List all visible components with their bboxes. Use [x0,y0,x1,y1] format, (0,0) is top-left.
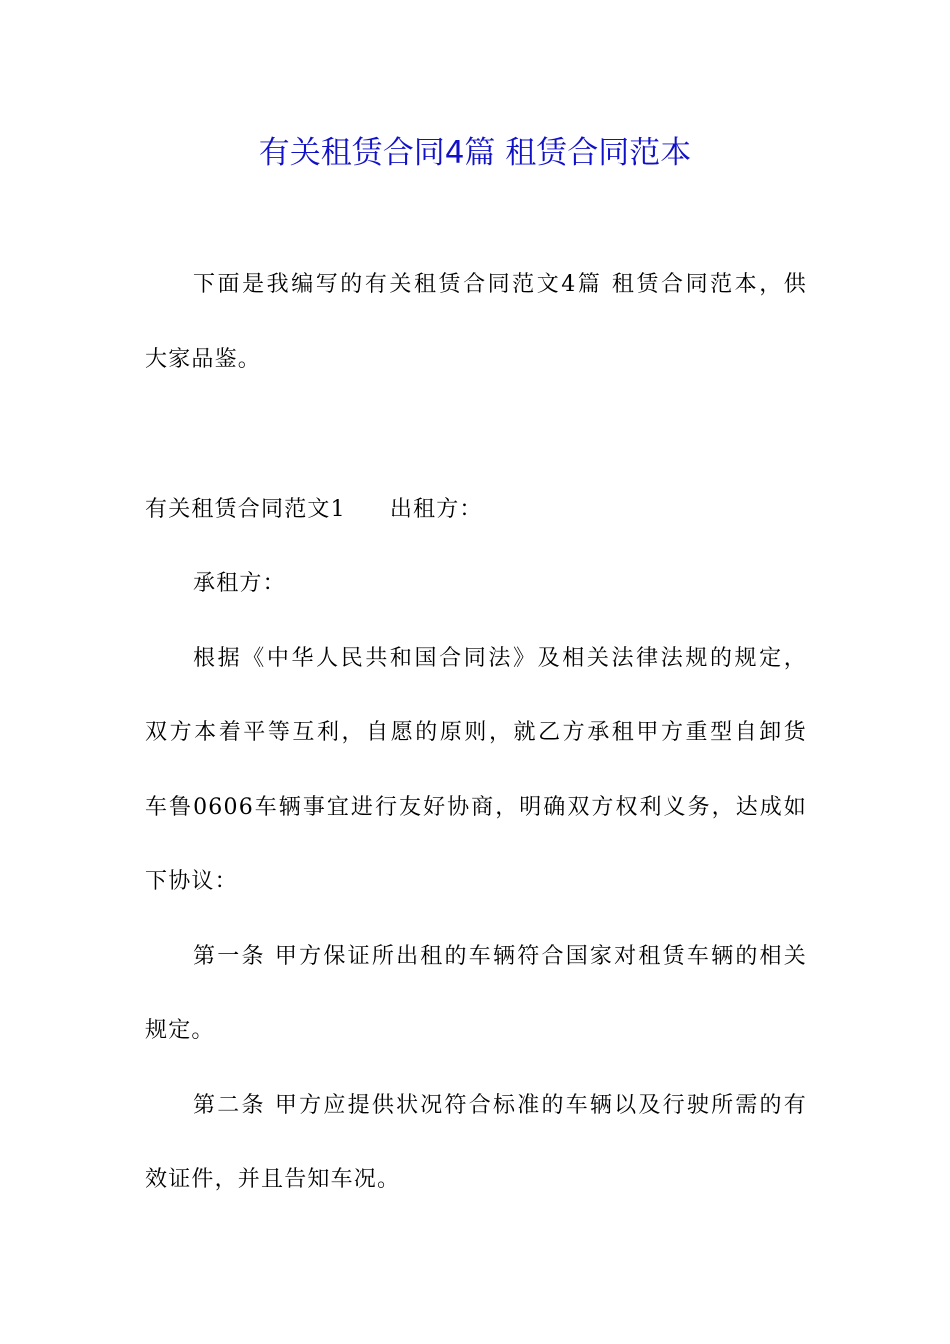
section-heading: 有关租赁合同范文1 [145,497,346,522]
article1-line-1: 第一条 甲方保证所出租的车辆符合国家对租赁车辆的相关 [193,944,807,969]
basis-line-1: 根据《中华人民共和国合同法》及相关法律法规的规定， [193,646,807,671]
lessor-label: 出租方： [389,497,483,522]
intro-line-1: 下面是我编写的有关租赁合同范文4篇 租赁合同范本，供 [193,272,807,297]
document-title: 有关租赁合同4篇 租赁合同范本 [258,135,692,171]
intro-line-2: 大家品鉴。 [145,347,262,372]
article2-line-2: 效证件，并且告知车况。 [145,1167,401,1192]
section-heading-row [145,490,807,530]
lessee-label: 承租方： [193,571,286,596]
basis-line-2: 双方本着平等互利，自愿的原则，就乙方承租甲方重型自卸货 [145,720,807,745]
article2-line-1: 第二条 甲方应提供状况符合标准的车辆以及行驶所需的有 [193,1093,807,1118]
basis-line-3: 车鲁0606车辆事宜进行友好协商，明确双方权利义务，达成如 [145,795,807,820]
basis-line-4: 下协议： [145,869,238,894]
article1-line-2: 规定。 [145,1018,215,1043]
